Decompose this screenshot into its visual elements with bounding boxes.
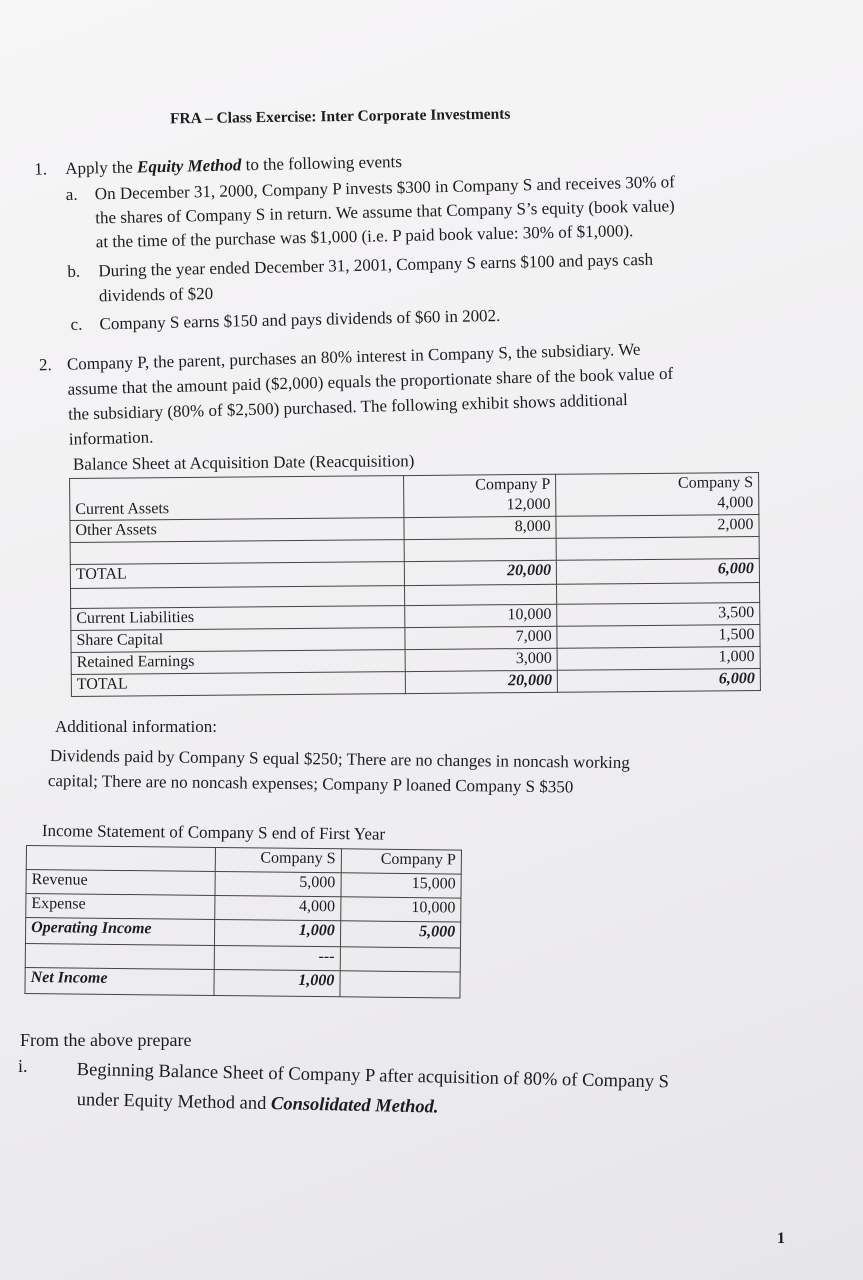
q2-line: Company P, the parent, purchases an 80% interest in Company S, the subsidiary. We	[66, 339, 641, 374]
q1-intro: Apply the Equity Method to the following events	[65, 151, 403, 179]
table-cell: 1,000	[557, 646, 760, 670]
task-line: Beginning Balance Sheet of Company P after acquisition of 80% of Company S	[76, 1060, 670, 1093]
table-cell: 20,000	[405, 670, 557, 693]
table-cell: 1,000	[214, 969, 340, 996]
q1-a-line: the shares of Company S in return. We assume that Company S’s equity (book value)	[95, 196, 675, 228]
table-cell: 6,000	[557, 558, 760, 584]
q2-line: information.	[68, 427, 154, 449]
table-cell: Company P 12,000	[403, 474, 556, 517]
task-i-label: i.	[18, 1056, 28, 1076]
table-row	[71, 668, 760, 696]
table-cell: 8,000	[404, 516, 556, 539]
q1-a-line: at the time of the purchase was $1,000 (i.e. P paid book value: 30% of $1,000).	[95, 221, 634, 252]
table-cell: Company S 4,000	[556, 472, 759, 516]
table-row	[25, 967, 460, 998]
table-cell: Other Assets	[70, 518, 404, 543]
page-number: 1	[777, 1230, 785, 1247]
table-cell: Expense	[26, 894, 216, 920]
table-cell: 15,000	[341, 873, 462, 898]
table-cell: ---	[215, 945, 340, 970]
table-cell: 2,000	[556, 514, 759, 538]
table-cell: 3,000	[405, 648, 557, 671]
table-cell	[340, 971, 461, 998]
table-cell: 1,500	[557, 624, 760, 648]
table-cell: Company S	[216, 847, 341, 872]
q1-b-label: b.	[67, 261, 81, 281]
additional-heading: Additional information:	[55, 717, 217, 736]
additional-line: Dividends paid by Company S equal $250; There are no changes in noncash working	[49, 746, 630, 773]
q1-b-line: During the year ended December 31, 2001, Company S earns $100 and pays cash	[98, 249, 654, 281]
q2-line: the subsidiary (80% of $2,500) purchased. The following exhibit shows additional	[68, 390, 628, 424]
table-cell: 10,000	[340, 897, 461, 922]
q1-a-line: On December 31, 2000, Company P invests $300 in Company S and receives 30% of	[94, 172, 675, 204]
task-line: under Equity Method and Consolidated Method.	[76, 1090, 439, 1118]
table-cell: 6,000	[557, 668, 760, 692]
q1-number: 1.	[34, 159, 48, 179]
table-cell: 5,000	[215, 871, 340, 896]
table-cell: 1,000	[215, 919, 341, 946]
is-caption: Income Statement of Company S end of First Year	[41, 821, 386, 844]
bs-caption: Balance Sheet at Acquisition Date (Reacquisition)	[72, 451, 415, 474]
document-title: FRA – Class Exercise: Inter Corporate Investments	[169, 105, 511, 128]
task-intro: From the above prepare	[20, 1030, 192, 1050]
table-cell: Share Capital	[71, 628, 405, 653]
q2-line: assume that the amount paid ($2,000) equals the proportionate share of the book value of	[67, 363, 674, 399]
table-cell: 4,000	[215, 895, 340, 920]
table-cell: 3,500	[557, 602, 760, 626]
q1-a-label: a.	[65, 184, 78, 204]
table-cell: Revenue	[26, 870, 216, 896]
table-cell: 5,000	[340, 921, 461, 948]
table-cell: Operating Income	[25, 918, 215, 946]
table-cell: TOTAL	[70, 562, 404, 589]
q2-number: 2.	[38, 355, 52, 375]
table-cell: 7,000	[405, 626, 557, 649]
q1-b-line: dividends of $20	[98, 283, 214, 306]
table-cell: 10,000	[405, 604, 557, 627]
table-cell: Net Income	[25, 967, 215, 995]
balance-sheet-table	[69, 472, 761, 697]
table-cell: Retained Earnings	[71, 650, 405, 675]
table-cell: 20,000	[404, 560, 557, 585]
table-cell: Current Liabilities	[71, 606, 405, 631]
table-row	[70, 472, 759, 520]
table-cell: Current Assets	[70, 476, 404, 521]
table-cell: Company P	[341, 849, 462, 874]
additional-line: capital; There are no noncash expenses; Company P loaned Company S $350	[47, 771, 574, 797]
q1-c-label: c.	[70, 314, 83, 334]
income-statement-table	[24, 845, 462, 999]
table-cell: TOTAL	[71, 672, 405, 697]
q1-c-line: Company S earns $150 and pays dividends of $60 in 2002.	[99, 305, 501, 334]
